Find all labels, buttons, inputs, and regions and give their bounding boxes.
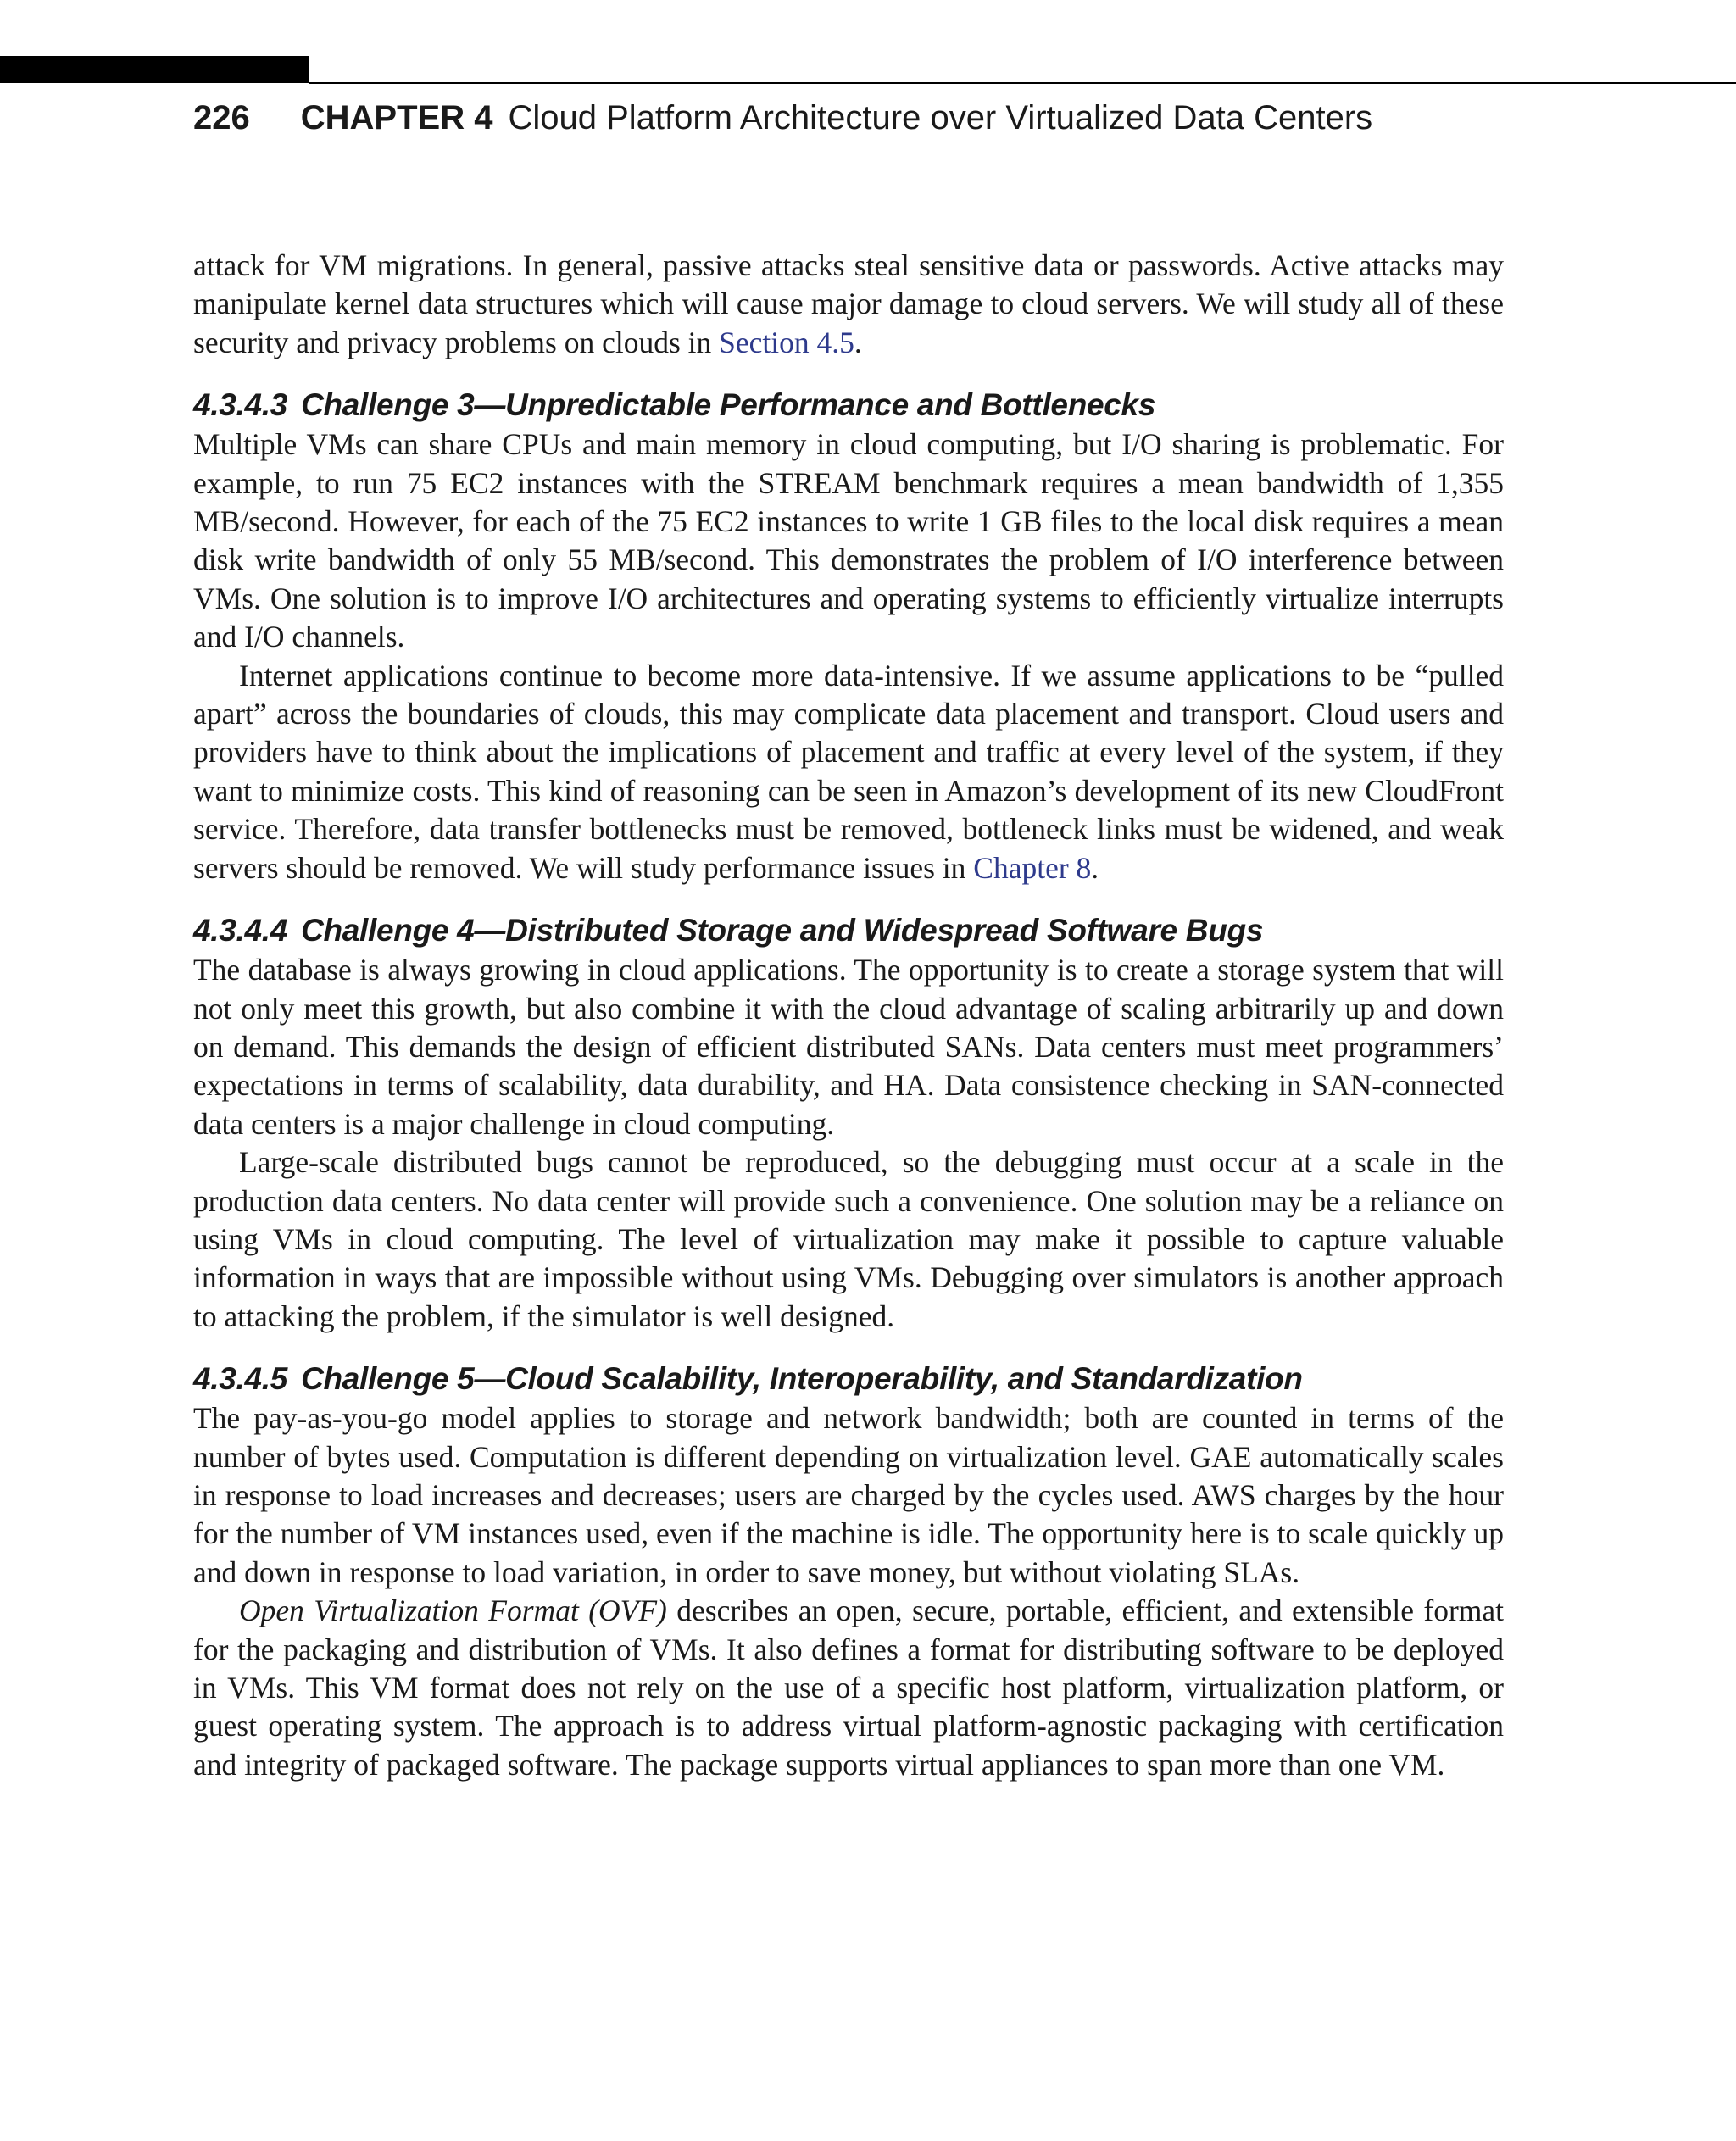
section-heading-4-3-4-4 <box>193 911 1504 949</box>
section-heading-4-3-4-5 <box>193 1360 1504 1398</box>
page-body <box>193 247 1504 1784</box>
intro-end: . <box>854 325 862 359</box>
running-head <box>193 95 1372 141</box>
page-number: 226 <box>193 99 250 136</box>
paragraph: Multiple VMs can share CPUs and main memory in cloud computing, but I/O sharing is problematic. For example, to run 75 EC2 instances with the STREAM benchmark requires a mean bandwidth of 1,355 MB/second. However, for each of the 75 EC2 instances to write 1 GB files to the local disk requires a mean disk write bandwidth of only 55 MB/second. This demonstrates the problem of I/O interference between VMs. One solution is to improve I/O architectures and operating systems to efficiently virtualize interrupts and I/O channels. <box>193 427 1504 654</box>
chapter-label: CHAPTER 4 <box>300 99 493 136</box>
chapter-8-link[interactable]: Chapter 8 <box>973 850 1092 885</box>
paragraph: The database is always growing in cloud applications. The opportunity is to create a storage system that will not only meet this growth, but also combine it with the cloud advantage of scaling arbitrarily up and down on demand. This demands the design of efficient distributed SANs. Data centers must meet programmers’ expectations in terms of scalability, data durability, and HA. Data consistence checking in SAN-connected data centers is a major challenge in cloud computing. <box>193 953 1504 1141</box>
section-number: 4.3.4.3 <box>193 387 288 423</box>
paragraph-text: describes an open, secure, portable, efficient, and extensible format for the packaging and distribution of VMs. It also defines a format for distributing software to be deployed in VMs. This VM format does not rely on the use of a specific host platform, virtualization platform, or guest operating system. The approach is to address virtual platform-agnostic packaging with certification and integrity of packaged software. The package supports virtual appliances to span more than one VM. <box>193 1593 1505 1782</box>
intro-text: attack for VM migrations. In general, passive attacks steal sensitive data or passwords. Active attacks may manipulate kernel data structures which will cause major damage to cloud servers. We will study all of these security and privacy problems on clouds in <box>193 248 1504 359</box>
paragraph: Large-scale distributed bugs cannot be reproduced, so the debugging must occur at a scale in the production data centers. No data center will provide such a convenience. One solution may be a reliance on using VMs in cloud computing. The level of virtualization may make it possible to capture valuable information in ways that are impossible without using VMs. Debugging over simulators is another approach to attacking the problem, if the simulator is well designed. <box>193 1145 1504 1333</box>
section-title: Challenge 3—Unpredictable Performance and Bottlenecks <box>301 387 1156 423</box>
section-number: 4.3.4.4 <box>193 913 288 948</box>
intro-paragraph <box>193 247 1504 362</box>
section-heading-4-3-4-3 <box>193 386 1504 424</box>
paragraph <box>193 657 1504 887</box>
section-title: Challenge 4—Distributed Storage and Widespread Software Bugs <box>301 913 1264 948</box>
section-4-5-link[interactable]: Section 4.5 <box>719 325 854 359</box>
paragraph <box>193 1592 1504 1784</box>
ovf-term: Open Virtualization Format (OVF) <box>239 1593 667 1628</box>
chapter-title: Cloud Platform Architecture over Virtualized Data Centers <box>508 99 1373 136</box>
section-number: 4.3.4.5 <box>193 1361 288 1397</box>
paragraph-text: Internet applications continue to become more data-intensive. If we assume applications to be “pulled apart” across the boundaries of clouds, this may complicate data placement and transport. Cloud users and providers have to think about the implications of placement and traffic at every level of the system, if they want to minimize costs. This kind of reasoning can be seen in Amazon’s development of its new CloudFront service. Therefore, data transfer bottlenecks must be removed, bottleneck links must be widened, and weak servers should be removed. We will study performance issues in <box>193 658 1504 885</box>
paragraph-end: . <box>1091 850 1099 885</box>
paragraph: The pay-as-you-go model applies to storage and network bandwidth; both are counted in terms of the number of bytes used. Computation is different depending on virtualization level. GAE automatically scales in response to load increases and decreases; users are charged by the cycles used. AWS charges by the hour for the number of VM instances used, even if the machine is idle. The opportunity here is to scale quickly up and down in response to load variation, in order to save money, but without violating SLAs. <box>193 1401 1504 1589</box>
header-thick-bar <box>0 56 309 83</box>
header-rule <box>309 82 1736 84</box>
section-title: Challenge 5—Cloud Scalability, Interoperability, and Standardization <box>301 1361 1303 1397</box>
